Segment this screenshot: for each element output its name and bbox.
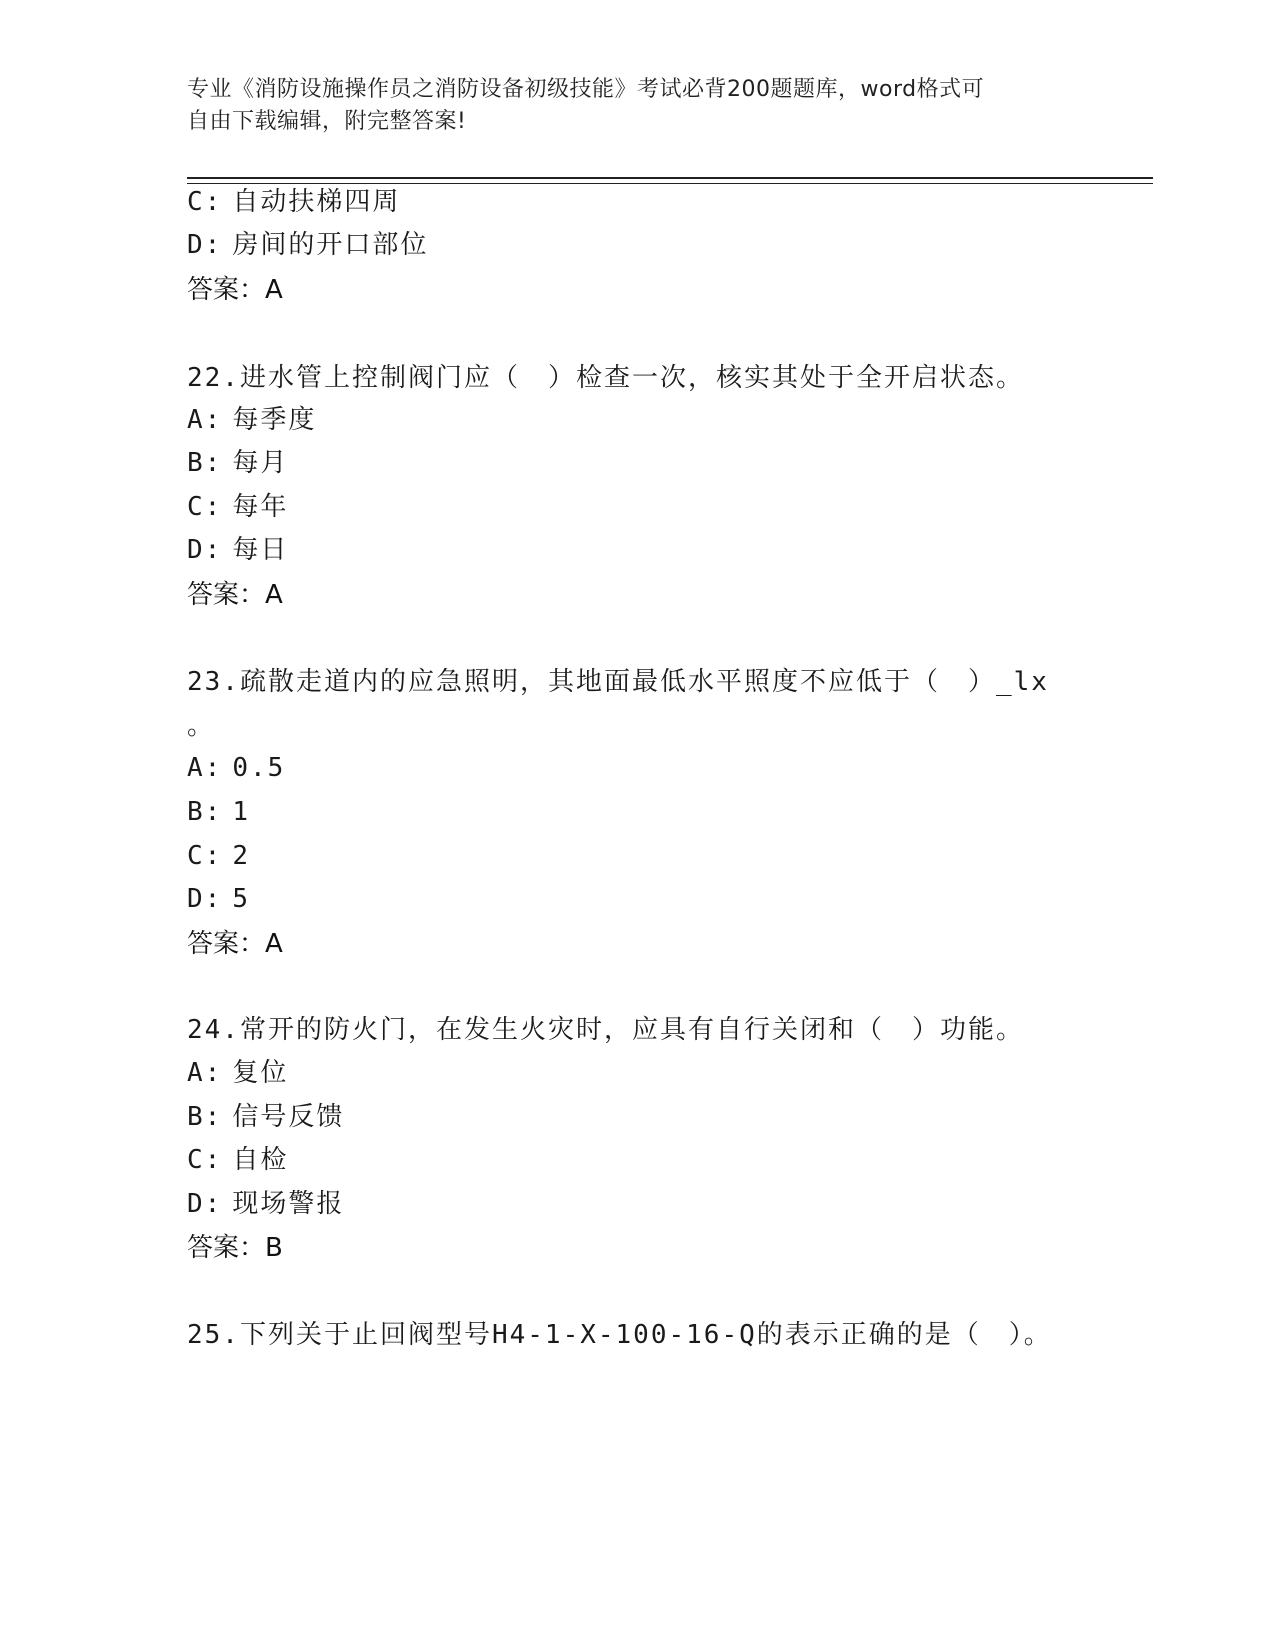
- q24-option-a: [187, 1057, 288, 1089]
- q22-option-d: [187, 534, 288, 566]
- option-text: 复位: [232, 1058, 289, 1088]
- option-text: 自动扶梯四周: [232, 187, 401, 217]
- q24-option-b: [187, 1101, 344, 1133]
- option-text: 每年: [232, 492, 289, 522]
- option-text: 自检: [232, 1145, 289, 1175]
- option-label: C:: [187, 492, 223, 522]
- option-label: D:: [187, 1189, 223, 1219]
- option-text: 1: [232, 797, 250, 827]
- option-text: 0.5: [232, 753, 286, 783]
- header-divider-thin: [187, 183, 1153, 184]
- q24-stem: 24.常开的防火门，在发生火灾时，应具有自行关闭和（ ）功能。: [187, 1015, 1024, 1045]
- q23-stem: 23.疏散走道内的应急照明，其地面最低水平照度不应低于（ ）_lx: [187, 667, 1049, 697]
- option-label: D:: [187, 230, 223, 260]
- option-text: 5: [232, 884, 250, 914]
- q23-option-b: [187, 796, 250, 828]
- q21-answer: 答案：A: [187, 275, 283, 305]
- option-text: 2: [232, 841, 250, 871]
- q22-option-b: [187, 447, 288, 479]
- option-text: 每季度: [232, 405, 317, 435]
- option-label: A:: [187, 405, 223, 435]
- document-header: [187, 74, 1067, 138]
- q23-answer: 答案：A: [187, 929, 283, 959]
- option-label: B:: [187, 797, 223, 827]
- header-line-2: 自由下载编辑，附完整答案!: [187, 109, 467, 134]
- option-text: 房间的开口部位: [232, 230, 429, 260]
- option-text: 每月: [232, 448, 289, 478]
- q23-stem-continuation: 。: [187, 711, 214, 741]
- q22-answer: 答案：A: [187, 580, 283, 610]
- q24-option-c: [187, 1144, 288, 1176]
- header-line-1: 专业《消防设施操作员之消防设备初级技能》考试必背200题题库，word格式可: [187, 77, 985, 102]
- q22-stem: 22.进水管上控制阀门应（ ）检查一次，核实其处于全开启状态。: [187, 363, 1024, 393]
- option-text: 现场警报: [232, 1189, 345, 1219]
- option-label: B:: [187, 448, 223, 478]
- q21-option-d: [187, 229, 428, 261]
- option-label: B:: [187, 1102, 223, 1132]
- q21-option-c: [187, 186, 400, 218]
- q23-option-a: [187, 752, 285, 784]
- header-divider-thick: [187, 177, 1153, 179]
- q24-option-d: [187, 1188, 344, 1220]
- q23-option-d: [187, 883, 250, 915]
- option-label: A:: [187, 753, 223, 783]
- option-label: A:: [187, 1058, 223, 1088]
- option-label: C:: [187, 841, 223, 871]
- option-text: 每日: [232, 535, 289, 565]
- option-label: D:: [187, 535, 223, 565]
- option-label: C:: [187, 187, 223, 217]
- option-label: D:: [187, 884, 223, 914]
- q22-option-a: [187, 404, 316, 436]
- option-label: C:: [187, 1145, 223, 1175]
- option-text: 信号反馈: [232, 1102, 345, 1132]
- q22-option-c: [187, 491, 288, 523]
- q23-option-c: [187, 840, 250, 872]
- q25-stem: 25.下列关于止回阀型号H4-1-X-100-16-Q的表示正确的是（ ）。: [187, 1320, 1052, 1350]
- q24-answer: 答案：B: [187, 1233, 283, 1263]
